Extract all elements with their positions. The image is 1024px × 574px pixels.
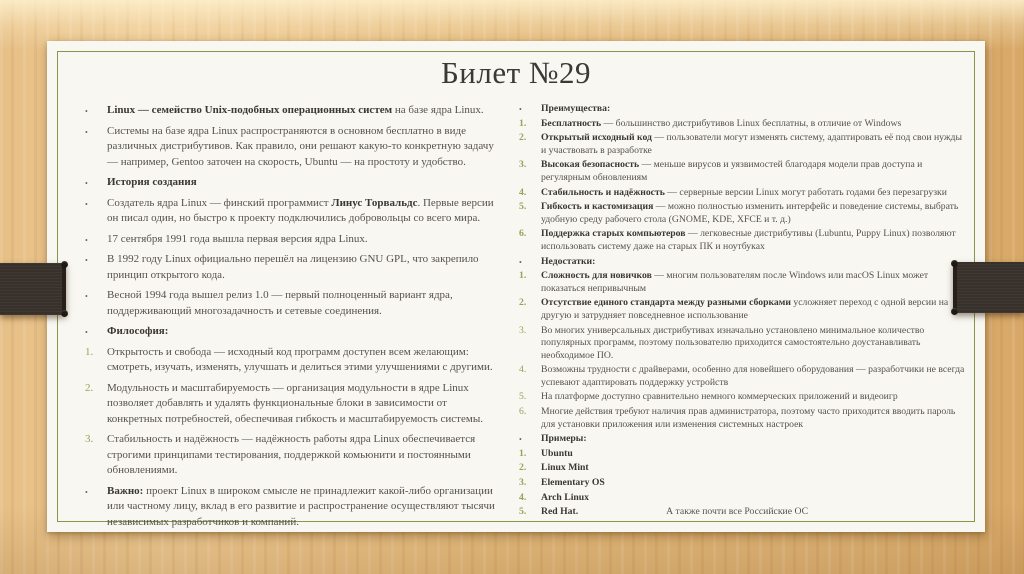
number-marker: 1.: [519, 117, 527, 129]
number-marker: 5.: [519, 391, 527, 403]
slide-title: Билет №29: [441, 55, 591, 90]
list-item: [85, 196, 495, 227]
list-item-text: Открытость и свобода — исходный код программ доступен всем желающим: смотреть, изучать, изменять, улучшать и делиться этими улучшениями с другими.: [107, 345, 493, 373]
bullet-marker: •: [85, 179, 88, 188]
bullet-marker: •: [85, 292, 88, 301]
list-item: [519, 325, 969, 363]
list-item: [519, 228, 969, 253]
list-item: [85, 252, 495, 283]
list-item-text: Недостатки:: [541, 255, 596, 267]
number-marker: 1.: [85, 345, 94, 358]
list-item: [519, 187, 969, 200]
list-item: [85, 484, 495, 531]
list-item-text: Linux Mint: [541, 462, 589, 474]
clip-knob: [951, 260, 958, 267]
list-item: [85, 324, 495, 340]
list-item: [519, 270, 969, 295]
bullet-marker: •: [85, 199, 88, 209]
list-item: [519, 297, 969, 322]
list-item-text: Гибкость и кастомизация — можно полностью изменить интерфейс и поведение системы, выбрать удобную среду рабочего стола (GNOME, KDE, XFCE и т. д.): [541, 201, 959, 225]
list-item-text: Важно: проект Linux в широком смысле не принадлежит какой-либо организации или частному лицу, вклад в его развитие и распространение осуществляют тысячи независимых разработчиков и компаний.: [107, 484, 495, 528]
list-item: [519, 433, 969, 446]
list-item-text: Отсутствие единого стандарта между разными сборками усложняет переход с одной версии на другую и затрудняет повседневное использование: [541, 297, 949, 321]
list-item: [519, 391, 969, 404]
list-item-text: Открытый исходный код — пользователи могут изменять систему, адаптировать её под свои нужды и участвовать в разработке: [541, 132, 962, 156]
list-item: [519, 448, 969, 461]
list-item-text: История создания: [107, 176, 197, 188]
list-item-text: Философия:: [107, 325, 169, 337]
list-item: [85, 381, 495, 428]
left-column: [85, 103, 495, 535]
list-item-text: Бесплатность — большинство дистрибутивов Linux бесплатны, в отличие от Windows: [541, 117, 902, 129]
list-item: [85, 175, 495, 191]
list-item: [519, 118, 969, 131]
list-item: [519, 406, 969, 431]
right-column: [519, 103, 969, 521]
clip-knob: [61, 261, 68, 268]
list-item-text: Linux — семейство Unix-подобных операционных систем на базе ядра Linux.: [107, 104, 484, 116]
list-item: [85, 124, 495, 171]
number-marker: 4.: [519, 186, 527, 198]
list-item: [519, 462, 969, 475]
list-item-text: Во многих универсальных дистрибутивах изначально установлено минимальное количество популярных программ, поэтому пользователю приходится самостоятельно доустанавливать необходимое ПО.: [541, 324, 925, 361]
list-item-text: Elementary OS: [541, 477, 605, 489]
number-marker: 1.: [519, 447, 527, 459]
number-marker: 2.: [85, 381, 94, 394]
list-item-text: В 1992 году Linux официально перешёл на лицензию GNU GPL, что закрепило принцип открытого кода.: [107, 253, 479, 281]
number-marker: 2.: [519, 132, 527, 144]
list-item-text: Создатель ядра Linux — финский программист Линус Торвальдс. Первые версии он писал один, но быстро к проекту подключились добровольцы со всего мира.: [107, 196, 494, 224]
number-marker: 3.: [519, 159, 527, 171]
list-item: [519, 103, 969, 116]
clip-knob: [951, 308, 958, 315]
number-marker: 4.: [519, 364, 527, 376]
bullet-marker: •: [85, 328, 88, 337]
list-item-text: Стабильность и надёжность — серверные версии Linux могут работать годами без перезагрузки: [541, 186, 947, 198]
bullet-marker: •: [519, 435, 522, 445]
number-marker: 6.: [519, 228, 527, 240]
list-item-text: Red Hat. А также почти все Российские ОС: [541, 506, 809, 518]
list-item: [85, 345, 495, 376]
number-marker: 3.: [85, 433, 94, 445]
list-item: [85, 288, 495, 319]
list-item-text: Arch Linux: [541, 491, 590, 503]
number-marker: 5.: [519, 201, 527, 213]
list-item: [85, 103, 495, 119]
bullet-marker: •: [519, 257, 522, 267]
list-item-text: Примеры:: [541, 433, 587, 445]
list-item: [519, 256, 969, 269]
slide: [47, 41, 985, 532]
clip-knob: [61, 310, 68, 317]
bullet-marker: •: [519, 105, 522, 114]
list-item: [519, 506, 969, 519]
left-binder-clip: [0, 263, 66, 315]
list-item: [85, 232, 495, 248]
number-marker: 4.: [519, 491, 527, 503]
list-item-text: Высокая безопасность — меньше вирусов и уязвимостей благодаря модели прав доступа и регулярным обновлениям: [541, 159, 923, 183]
list-item-text: Модульность и масштабируемость — организация модульности в ядре Linux позволяет добавлять и удалять функциональные блоки в зависимости от конкретных потребностей, обеспечивая гибкость и масштабируемость системы.: [107, 381, 483, 425]
list-item-text: Поддержка старых компьютеров — легковесные дистрибутивы (Lubuntu, Puppy Linux) позволяют использовать систему даже на старых ПК и ноутбуках: [541, 228, 956, 252]
list-item-text: Ubuntu: [541, 447, 573, 459]
list-item: [85, 432, 495, 479]
bullet-marker: •: [85, 107, 88, 116]
list-item: [519, 132, 969, 157]
bullet-marker: •: [85, 235, 88, 245]
right-binder-clip: [953, 262, 1024, 313]
list-item: [519, 492, 969, 505]
number-marker: 3.: [519, 324, 527, 336]
bullet-marker: •: [85, 256, 88, 265]
bullet-marker: •: [85, 127, 88, 137]
list-item-text: Стабильность и надёжность — надёжность работы ядра Linux обеспечивается строгими принципами тестирования, поддержкой комьюнити и постоянными обновлениями.: [107, 433, 476, 476]
list-item-text: На платформе доступно сравнительно немного коммерческих приложений и видеоигр: [541, 391, 898, 403]
number-marker: 5.: [519, 506, 527, 518]
list-item: [519, 201, 969, 226]
list-item-text: Сложность для новичков — многим пользователям после Windows или macOS Linux может показаться непривычным: [541, 270, 929, 294]
list-item-text: Многие действия требуют наличия прав администратора, поэтому часто приходится вводить пароль для установки приложения или изменения системных настроек: [541, 406, 956, 430]
number-marker: 6.: [519, 406, 527, 418]
list-item-text: 17 сентября 1991 года вышла первая версия ядра Linux.: [107, 232, 368, 245]
bullet-marker: •: [85, 487, 88, 497]
list-item: [519, 477, 969, 490]
number-marker: 2.: [519, 462, 527, 474]
list-item-text: Возможны трудности с драйверами, особенно для новейшего оборудования — разработчики не всегда успевают адаптировать поддержку устройств: [541, 364, 965, 388]
list-item: [519, 159, 969, 184]
list-item-text: Системы на базе ядра Linux распространяются в основном бесплатно в виде различных дистрибутивов. Как правило, они решают какую-то конкретную задачу — например, Gentoo заточен на скорость, Ubuntu — на простоту и удобство.: [107, 124, 494, 168]
list-item: [519, 364, 969, 389]
number-marker: 3.: [519, 477, 527, 489]
list-item-text: Весной 1994 года вышел релиз 1.0 — первый полноценный вариант ядра, поддерживающий многозадачность и сетевые соединения.: [107, 289, 453, 317]
number-marker: 1.: [519, 270, 527, 282]
list-item-text: Преимущества:: [541, 103, 611, 114]
number-marker: 2.: [519, 297, 527, 309]
